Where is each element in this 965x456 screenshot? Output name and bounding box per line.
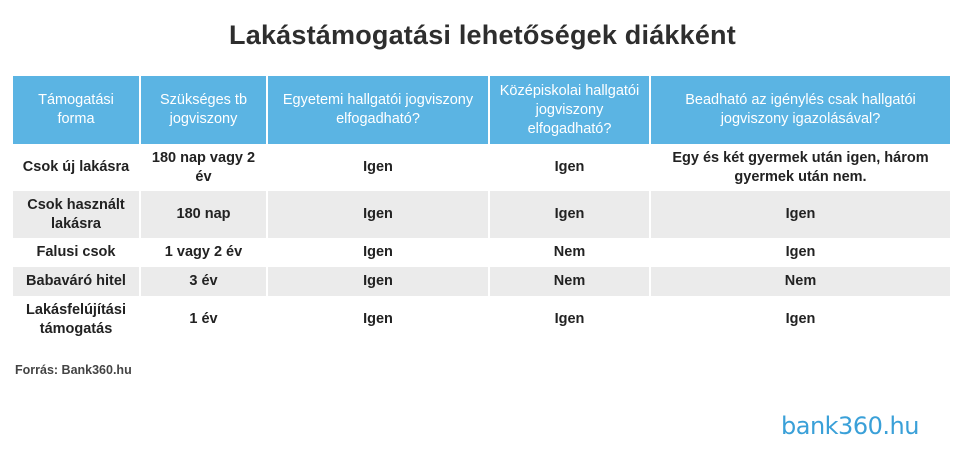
header-secondary-status: Középiskolai hallgatói jogviszony elfogadható? xyxy=(489,76,650,144)
table-cell: Igen xyxy=(489,191,650,238)
page-title: Lakástámogatási lehetőségek diákként xyxy=(229,20,736,50)
source-note: Forrás: Bank360.hu xyxy=(15,363,132,377)
table-row xyxy=(13,144,950,191)
table-cell: Igen xyxy=(267,238,489,267)
table-cell: Igen xyxy=(650,191,950,238)
table-row xyxy=(13,267,950,296)
support-options-table xyxy=(13,76,950,343)
table-cell: Igen xyxy=(489,296,650,343)
table-cell: Nem xyxy=(489,238,650,267)
header-university-status: Egyetemi hallgatói jogviszony elfogadható? xyxy=(267,76,489,144)
header-student-only: Beadható az igénylés csak hallgatói jogviszony igazolásával? xyxy=(650,76,950,144)
table-cell: Csok használt lakásra xyxy=(13,191,140,238)
table-cell: Babaváró hitel xyxy=(13,267,140,296)
table-row xyxy=(13,296,950,343)
header-support-form: Támogatási forma xyxy=(13,76,140,144)
table-cell: Igen xyxy=(489,144,650,191)
table-cell: Lakásfelújítási támogatás xyxy=(13,296,140,343)
brand-logo: bank360.hu xyxy=(781,412,919,440)
table-cell: Igen xyxy=(267,144,489,191)
table-cell: Igen xyxy=(785,311,816,327)
table-cell: Nem xyxy=(650,267,950,296)
table-cell: 180 nap vagy 2 év xyxy=(140,144,267,191)
table-cell: Csok új lakásra xyxy=(13,144,140,191)
table-cell: Igen xyxy=(267,296,489,343)
table-cell: 1 vagy 2 év xyxy=(140,238,267,267)
table-cell: Igen xyxy=(267,191,489,238)
table-cell: 1 év xyxy=(140,296,267,343)
table-cell: 3 év xyxy=(140,267,267,296)
table-cell: 180 nap xyxy=(140,191,267,238)
table-row xyxy=(13,238,950,267)
table-cell: Igen xyxy=(267,267,489,296)
table-row xyxy=(13,191,950,238)
table-cell: Falusi csok xyxy=(13,238,140,267)
header-required-insurance: Szükséges tb jogviszony xyxy=(140,76,267,144)
table-cell: Igen xyxy=(785,244,816,260)
table-cell: Nem xyxy=(489,267,650,296)
table-header-row xyxy=(13,76,950,144)
table-cell: Egy és két gyermek után igen, három gyermek után nem. xyxy=(672,149,929,185)
